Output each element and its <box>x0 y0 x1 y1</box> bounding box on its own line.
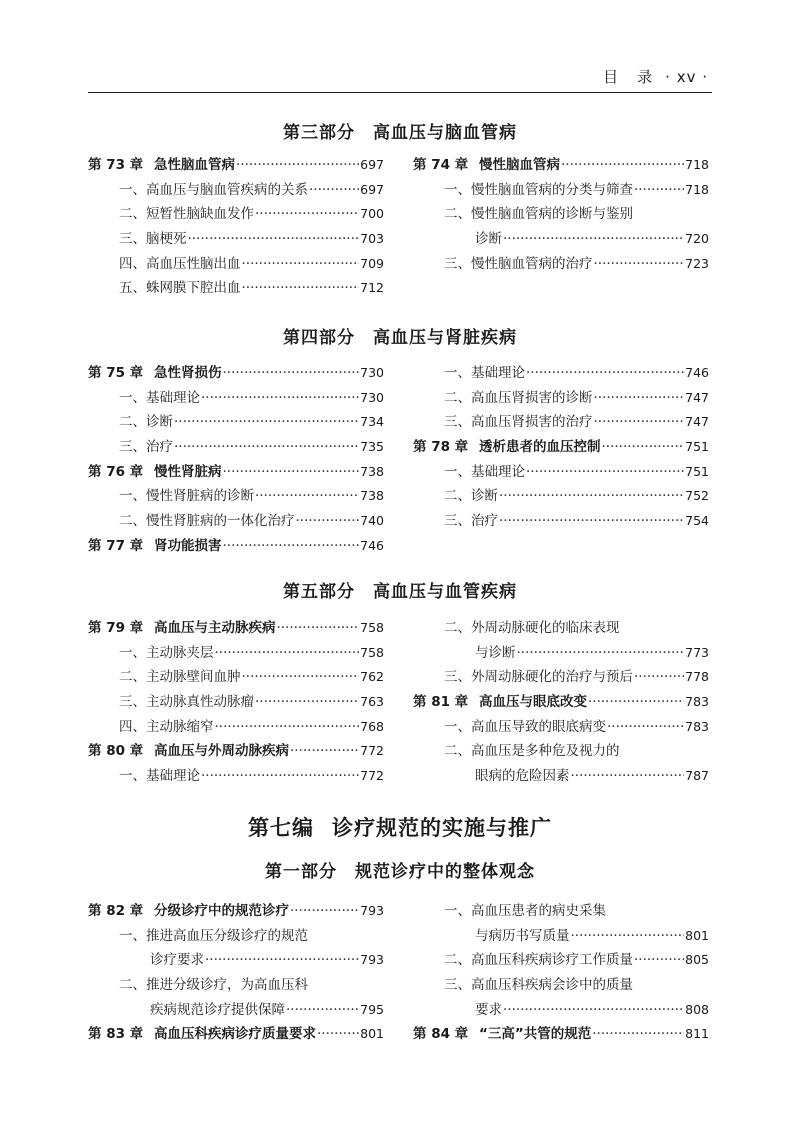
leader-dots <box>242 252 360 277</box>
page-number: 805 <box>685 952 709 968</box>
toc-section-entry[interactable] <box>413 509 709 534</box>
page-number: 751 <box>685 463 709 479</box>
leader-dots <box>174 435 359 460</box>
volume-title-text: 诊疗规范的实施与推广 <box>332 816 552 840</box>
part-title-1 <box>0 857 800 882</box>
page-number: 795 <box>360 1001 384 1017</box>
section-title: 四、主动脉缩窄 <box>119 718 214 735</box>
section-title: 一、基础理论 <box>119 768 200 785</box>
page-number: 712 <box>360 280 384 296</box>
chapter-label <box>88 899 289 924</box>
leader-dots <box>201 386 359 411</box>
toc-section-entry[interactable] <box>413 899 709 924</box>
toc-column <box>413 899 709 1047</box>
chapter-title: 急性肾损伤 <box>154 365 222 381</box>
section-title: 二、主动脉壁间血肿 <box>119 669 241 686</box>
section-title: 一、慢性肾脏病的诊断 <box>119 488 254 505</box>
leader-dots <box>607 715 684 740</box>
toc-section-entry[interactable] <box>88 764 384 789</box>
toc-section-entry[interactable] <box>88 973 384 998</box>
leader-dots <box>503 227 684 252</box>
page-number: 720 <box>685 231 709 247</box>
toc-section-entry[interactable] <box>413 361 709 386</box>
leader-dots <box>499 509 684 534</box>
chapter-label <box>413 1022 591 1047</box>
page-number: 746 <box>685 365 709 380</box>
toc-section-entry[interactable] <box>88 690 384 715</box>
leader-dots <box>561 153 684 178</box>
page-number: 754 <box>685 513 709 529</box>
leader-dots <box>255 690 359 715</box>
leader-dots <box>317 1022 359 1047</box>
leader-dots <box>517 641 685 666</box>
chapter-title: 急性脑血管病 <box>154 157 235 173</box>
section-title: 三、主动脉真性动脉瘤 <box>119 694 254 711</box>
page-number: 751 <box>685 439 709 455</box>
leader-dots <box>526 361 684 386</box>
header-label-a: 目 <box>603 68 620 86</box>
toc-column <box>88 361 384 559</box>
chapter-title: 慢性肾脏病 <box>154 463 222 480</box>
toc-column <box>88 899 384 1047</box>
toc-section-entry[interactable] <box>413 178 709 203</box>
part-title-text: 高血压与脑血管病 <box>373 123 517 143</box>
header-page-numeral: · xv · <box>665 68 708 86</box>
leader-dots <box>286 998 359 1023</box>
toc-section-entry[interactable] <box>88 641 384 666</box>
part-title-text: 高血压与肾脏疾病 <box>373 328 517 348</box>
section-title-continued: 疾病规范诊疗提供保障 <box>150 1001 285 1018</box>
toc-section-entry[interactable] <box>88 227 384 252</box>
leader-dots <box>236 153 359 178</box>
page-number: 772 <box>360 743 384 759</box>
section-title: 三、治疗 <box>119 439 173 456</box>
toc-section-entry[interactable] <box>88 178 384 203</box>
toc-column <box>88 616 384 789</box>
toc-section-entry[interactable] <box>413 973 709 998</box>
section-title: 一、高血压与脑血管疾病的关系 <box>119 181 308 198</box>
page-number: 723 <box>685 255 709 271</box>
part-title-number: 第四部分 <box>283 328 355 348</box>
section-title: 二、外周动脉硬化的临床表现 <box>444 620 620 636</box>
leader-dots <box>588 690 684 715</box>
toc-chapter-entry[interactable] <box>88 616 384 641</box>
toc-chapter-entry[interactable] <box>88 739 384 764</box>
leader-dots <box>526 460 684 485</box>
chapter-label <box>413 435 601 460</box>
leader-dots <box>188 227 360 252</box>
chapter-number: 第 78 章 <box>413 439 469 456</box>
page-number: 783 <box>685 694 709 710</box>
leader-dots <box>499 484 684 509</box>
section-title-continued: 与诊断 <box>475 644 516 661</box>
page-number: 752 <box>685 488 709 504</box>
page-number: 763 <box>360 694 384 710</box>
toc-chapter-entry[interactable] <box>88 460 384 485</box>
part-title-number: 第一部分 <box>265 862 337 882</box>
toc-section-entry[interactable] <box>88 276 384 301</box>
toc-section-entry[interactable] <box>88 252 384 277</box>
page-number: 697 <box>360 181 384 197</box>
leader-dots <box>242 276 360 301</box>
toc-section-continuation[interactable] <box>413 641 709 666</box>
page-number: 773 <box>685 644 709 660</box>
chapter-label <box>88 460 222 485</box>
section-title: 四、高血压性脑出血 <box>119 255 241 272</box>
leader-dots <box>592 1022 684 1047</box>
chapter-number: 第 83 章 <box>88 1026 144 1043</box>
leader-dots <box>602 435 685 460</box>
chapter-label <box>88 361 222 386</box>
page-number: 709 <box>360 255 384 271</box>
chapter-number: 第 82 章 <box>88 903 144 919</box>
leader-dots <box>255 202 359 227</box>
leader-dots <box>205 948 359 973</box>
chapter-number: 第 79 章 <box>88 620 144 636</box>
leader-dots <box>634 178 684 203</box>
page-number: 808 <box>685 1001 709 1017</box>
chapter-number: 第 75 章 <box>88 365 144 381</box>
section-title: 一、基础理论 <box>119 389 200 406</box>
chapter-title: 高血压与眼底改变 <box>479 694 587 711</box>
leader-dots <box>290 899 359 924</box>
leader-dots <box>634 665 684 690</box>
leader-dots <box>215 641 360 666</box>
page-number: 700 <box>360 206 384 222</box>
page-number: 778 <box>685 669 709 685</box>
section-title: 三、脑梗死 <box>119 231 187 248</box>
page-number: 747 <box>685 389 709 405</box>
toc-section-entry[interactable] <box>413 715 709 740</box>
header-label-b: 录 <box>637 68 654 86</box>
toc-section-entry[interactable] <box>413 948 709 973</box>
section-title: 一、慢性脑血管病的分类与筛查 <box>444 181 633 198</box>
page-number: 718 <box>685 181 709 197</box>
section-title: 一、推进高血压分级诊疗的规范 <box>119 927 308 944</box>
toc-section-entry[interactable] <box>413 460 709 485</box>
running-header <box>88 62 712 93</box>
toc-section-entry[interactable] <box>88 202 384 227</box>
toc-section-continuation[interactable] <box>413 227 709 252</box>
page-number: 738 <box>360 463 384 479</box>
page-number: 730 <box>360 389 384 405</box>
leader-dots <box>290 739 359 764</box>
leader-dots <box>215 715 360 740</box>
leader-dots <box>309 178 359 203</box>
toc-section-continuation[interactable] <box>413 998 709 1023</box>
section-title: 二、诊断 <box>444 488 498 505</box>
page-number: 738 <box>360 488 384 504</box>
page-number: 758 <box>360 620 384 635</box>
section-title: 二、短暂性脑缺血发作 <box>119 206 254 223</box>
page-number: 735 <box>360 439 384 455</box>
leader-dots <box>223 361 360 386</box>
toc-section-continuation[interactable] <box>88 948 384 973</box>
chapter-title: 分级诊疗中的规范诊疗 <box>154 903 289 919</box>
leader-dots <box>571 924 685 949</box>
page-number: 793 <box>360 952 384 968</box>
page-number: 697 <box>360 157 384 172</box>
page-number: 730 <box>360 365 384 380</box>
section-title: 一、高血压导致的眼底病变 <box>444 718 606 735</box>
chapter-title: 高血压与主动脉疾病 <box>154 620 276 636</box>
toc-section-entry[interactable] <box>413 616 709 641</box>
page-number: 740 <box>360 513 384 529</box>
toc-section-entry[interactable] <box>413 252 709 277</box>
chapter-number: 第 73 章 <box>88 157 144 173</box>
toc-section-entry[interactable] <box>88 435 384 460</box>
toc-section-entry[interactable] <box>413 386 709 411</box>
page-number: 811 <box>685 1026 709 1042</box>
leader-dots <box>255 484 359 509</box>
chapter-label <box>88 739 289 764</box>
chapter-label <box>88 616 276 641</box>
leader-dots <box>201 764 359 789</box>
section-title-continued: 与病历书写质量 <box>475 927 570 944</box>
leader-dots <box>277 616 360 641</box>
leader-dots <box>296 509 360 534</box>
toc-column <box>88 153 384 301</box>
chapter-number: 第 84 章 <box>413 1026 469 1043</box>
toc-section-entry[interactable] <box>413 410 709 435</box>
part-title-text: 高血压与血管疾病 <box>373 582 517 602</box>
chapter-number: 第 81 章 <box>413 694 469 711</box>
toc-column <box>413 361 709 534</box>
section-title: 三、高血压肾损害的治疗 <box>444 414 593 431</box>
toc-chapter-entry[interactable] <box>88 1022 384 1047</box>
running-head-text <box>603 66 708 87</box>
part-title-4 <box>0 323 800 348</box>
section-title: 一、高血压患者的病史采集 <box>444 903 606 919</box>
chapter-title: 肾功能损害 <box>154 537 222 554</box>
toc-column <box>413 153 709 276</box>
volume-title-number: 第七编 <box>248 816 314 840</box>
chapter-number: 第 77 章 <box>88 537 144 554</box>
toc-section-entry[interactable] <box>413 202 709 227</box>
page-number: 718 <box>685 157 709 172</box>
section-title: 一、基础理论 <box>444 463 525 480</box>
page-number: 783 <box>685 718 709 734</box>
toc-chapter-entry[interactable] <box>413 1022 709 1047</box>
part-title-5 <box>0 577 800 602</box>
page-number: 703 <box>360 231 384 247</box>
chapter-label <box>88 534 222 559</box>
chapter-title: 高血压与外周动脉疾病 <box>154 743 289 760</box>
leader-dots <box>242 665 360 690</box>
toc-section-entry[interactable] <box>88 484 384 509</box>
toc-chapter-entry[interactable] <box>88 534 384 559</box>
toc-chapter-entry[interactable] <box>413 153 709 178</box>
section-title-continued: 眼病的危险因素 <box>475 768 570 785</box>
page-number: 758 <box>360 644 384 660</box>
page-number: 772 <box>360 768 384 784</box>
toc-column <box>413 616 709 789</box>
chapter-title: 慢性脑血管病 <box>479 157 560 173</box>
part-title-text: 规范诊疗中的整体观念 <box>355 862 535 882</box>
section-title: 三、外周动脉硬化的治疗与预后 <box>444 669 633 686</box>
section-title: 二、高血压肾损害的诊断 <box>444 389 593 406</box>
section-title-continued: 诊疗要求 <box>150 952 204 969</box>
leader-dots <box>594 252 685 277</box>
page-number: 762 <box>360 669 384 685</box>
part-title-number: 第五部分 <box>283 582 355 602</box>
page-number: 734 <box>360 414 384 430</box>
toc-chapter-entry[interactable] <box>88 153 384 178</box>
section-title: 二、高血压科疾病诊疗工作质量 <box>444 952 633 969</box>
section-title: 三、高血压科疾病会诊中的质量 <box>444 977 633 994</box>
section-title-continued: 要求 <box>475 1001 502 1018</box>
chapter-label <box>413 153 560 178</box>
leader-dots <box>634 948 684 973</box>
chapter-label <box>88 1022 316 1047</box>
chapter-number: 第 74 章 <box>413 157 469 173</box>
toc-section-entry[interactable] <box>413 665 709 690</box>
part-title-3 <box>0 118 800 143</box>
page-number: 746 <box>360 537 384 553</box>
toc-section-entry[interactable] <box>88 924 384 949</box>
section-title: 三、治疗 <box>444 513 498 530</box>
toc-chapter-entry[interactable] <box>88 361 384 386</box>
toc-section-entry[interactable] <box>88 665 384 690</box>
toc-section-entry[interactable] <box>88 386 384 411</box>
volume-title-7 <box>0 812 800 842</box>
chapter-label <box>413 690 587 715</box>
section-title: 一、基础理论 <box>444 365 525 381</box>
section-title: 二、推进分级诊疗，为高血压科 <box>119 977 308 994</box>
page-number: 801 <box>685 927 709 943</box>
toc-section-continuation[interactable] <box>88 998 384 1023</box>
leader-dots <box>174 410 359 435</box>
toc-chapter-entry[interactable] <box>88 899 384 924</box>
section-title: 二、高血压是多种危及视力的 <box>444 743 620 760</box>
toc-section-entry[interactable] <box>88 410 384 435</box>
section-title: 五、蛛网膜下腔出血 <box>119 280 241 297</box>
section-title-continued: 诊断 <box>475 231 502 248</box>
toc-section-entry[interactable] <box>88 509 384 534</box>
leader-dots <box>223 460 360 485</box>
chapter-number: 第 76 章 <box>88 463 144 480</box>
toc-section-entry[interactable] <box>413 739 709 764</box>
page-number: 787 <box>685 768 709 784</box>
leader-dots <box>571 764 685 789</box>
section-title: 二、慢性肾脏病的一体化治疗 <box>119 513 295 530</box>
leader-dots <box>503 998 684 1023</box>
page-number: 768 <box>360 718 384 734</box>
section-title: 一、主动脉夹层 <box>119 644 214 661</box>
chapter-title: 高血压科疾病诊疗质量要求 <box>154 1026 316 1043</box>
chapter-title: 透析患者的血压控制 <box>479 439 601 456</box>
leader-dots <box>594 410 685 435</box>
page-number: 747 <box>685 414 709 430</box>
chapter-title: “三高”共管的规范 <box>479 1026 592 1043</box>
leader-dots <box>594 386 685 411</box>
chapter-label <box>88 153 235 178</box>
toc-section-entry[interactable] <box>413 484 709 509</box>
toc-chapter-entry[interactable] <box>413 435 709 460</box>
toc-section-continuation[interactable] <box>413 924 709 949</box>
chapter-number: 第 80 章 <box>88 743 144 760</box>
page-number: 793 <box>360 903 384 918</box>
page-number: 801 <box>360 1026 384 1042</box>
section-title: 二、慢性脑血管病的诊断与鉴别 <box>444 206 633 223</box>
toc-section-entry[interactable] <box>88 715 384 740</box>
part-title-number: 第三部分 <box>283 123 355 143</box>
toc-chapter-entry[interactable] <box>413 690 709 715</box>
leader-dots <box>223 534 360 559</box>
section-title: 二、诊断 <box>119 414 173 431</box>
toc-section-continuation[interactable] <box>413 764 709 789</box>
section-title: 三、慢性脑血管病的治疗 <box>444 255 593 272</box>
